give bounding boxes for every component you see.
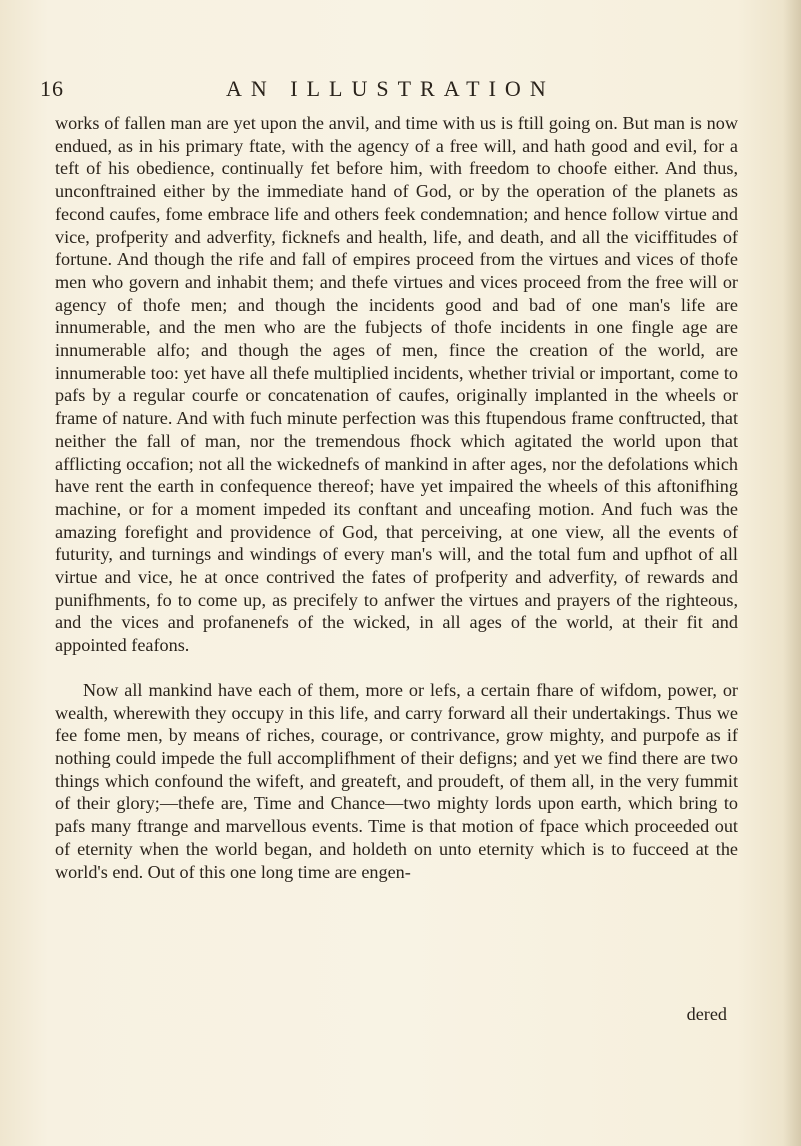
- page-header: [40, 72, 760, 108]
- body-text: [55, 112, 738, 883]
- page-number: 16: [40, 76, 64, 101]
- running-head: AN ILLUSTRATION: [226, 76, 555, 101]
- paragraph: works of fallen man are yet upon the anvil, and time with us is ftill going on. But man is now endued, as in his primary ftate, with the agency of a free will, and hath good and evil, for a teft of his obedience, continually fet before him, with freedom to choofe either. And thus, unconftrained either by the immediate hand of God, or by the operation of the planets as fecond caufes, fome embrace life and others feek condemnation; and hence follow virtue and vice, profperity and adverfity, ficknefs and health, life, and death, and all the viciffitudes of fortune. And though the rife and fall of empires proceed from the virtues and vices of thofe men who govern and inhabit them; and thefe virtues and vices proceed from the free will or agency of thofe men; and though the incidents good and bad of one man's life are innumerable, and the men who are the fubjects of thofe incidents in one fingle age are innumerable alfo; and though the ages of men, fince the creation of the world, are innumerable too: yet have all thefe multiplied incidents, whether trivial or important, come to pafs by a regular courfe or concatenation of caufes, originally implanted in the wheels or frame of nature. And with fuch minute perfection was this ftupendous frame conftructed, that neither the fall of man, nor the tremendous fhock which agitated the world upon that afflicting occafion; not all the wickednefs of mankind in after ages, nor the defolations which have rent the earth in confequence thereof; have yet impaired the wheels of this aftonifhing machine, or for a moment impeded its conftant and unceafing motion. And fuch was the amazing forefight and providence of God, that perceiving, at one view, all the events of futurity, and turnings and windings of every man's will, and the total fum and upfhot of all virtue and vice, he at once contrived the fates of profperity and adverfity, of rewards and punifhments, fo to come up, as precifely to anfwer the virtues and prayers of the righteous, and the vices and profanenefs of the wicked, in all ages of the world, at their fit and appointed feafons.: [55, 113, 738, 656]
- paragraph: Now all mankind have each of them, more or lefs, a certain fhare of wifdom, power, or wealth, wherewith they occupy in this life, and carry forward all their undertakings. Thus we fee fome men, by means of riches, courage, or contrivance, grow mighty, and purpofe as if nothing could impede the full accomplifhment of their defigns; and yet we find there are two things which confound the wifeft, and greateft, and proudeft, of them all, in the very fummit of their glory;—thefe are, Time and Chance—two mighty lords upon earth, which bring to pafs many ftrange and marvellous events. Time is that motion of fpace which proceeded out of eternity when the world began, and holdeth on unto eternity which is to fucceed at the world's end. Out of this one long time are engen-: [55, 679, 738, 882]
- catchword: dered: [686, 1004, 727, 1024]
- page-edge-shadow: [783, 0, 801, 1146]
